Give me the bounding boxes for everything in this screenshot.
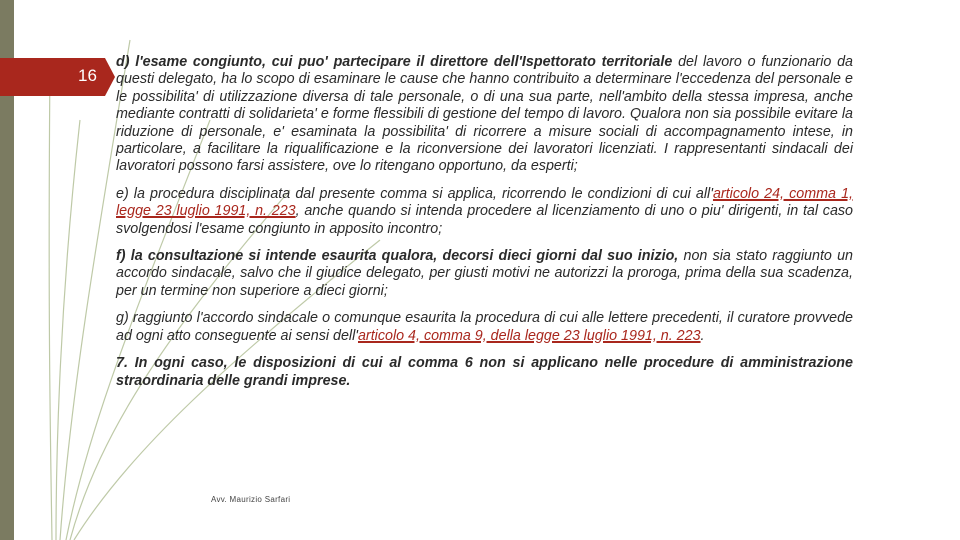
slide-number: 16 [78, 66, 97, 85]
paragraph-f-text: non sia stato raggiunto un accordo sindacale, salvo che il giudice delegato, per giusti motivi ne autorizzi la proroga, prima della sua scadenza, per un termine non superiore a dieci giorni; [116, 248, 853, 299]
paragraph-d [116, 54, 853, 176]
paragraph-d-bold: d) l'esame congiunto, cui puo' partecipare il direttore dell'Ispettorato territoriale [116, 54, 673, 70]
slide-content [116, 54, 853, 400]
paragraph-f-bold: f) la consultazione si intende esaurita qualora, decorsi dieci giorni dal suo inizio, [116, 248, 679, 265]
footer-author: Avv. Maurizio Sarfari [211, 495, 291, 504]
paragraph-f [116, 248, 853, 300]
paragraph-e-before: e) la procedura disciplinata dal presente comma si applica, ricorrendo le condizioni di cui all' [116, 185, 713, 202]
paragraph-g-before: g) raggiunto l'accordo sindacale o comunque esaurita la procedura di cui alle lettere precedenti, il curatore provvede ad ogni atto conseguente ai sensi dell' [116, 310, 853, 344]
paragraph-g [116, 310, 853, 345]
paragraph-7: 7. In ogni caso, le disposizioni di cui al comma 6 non si applicano nelle procedure di amministrazione straordinaria delle grandi imprese. [116, 355, 853, 389]
paragraph-e [116, 186, 853, 238]
paragraph-e-law-link[interactable]: articolo 24, comma 1, legge 23 luglio 1991, n. 223 [116, 185, 853, 220]
paragraph-d-text: del lavoro o funzionario da questi delegato, ha lo scopo di esaminare le cause che hanno contribuito a determinare l'eccedenza del personale e le possibilita' di utilizzazione diversa di tale personale, o di una sua parte, nell'ambito della stessa impresa, anche mediante contratti di solidarieta' e forme flessibili di gestione del tempo di lavoro. Qualora non sia possibile evitare la riduzione di personale, e' esaminata la possibilita' di ricorrere a misure sociali di accompagnamento intese, in particolare, a facilitare la riqualificazione e la riconversione dei lavoratori licenziati. I rappresentanti sindacali dei lavoratori possono farsi assistere, ove lo ritengano opportuno, da esperti; [116, 54, 853, 175]
paragraph-g-law-link[interactable]: articolo 4, comma 9, della legge 23 luglio 1991, n. 223 [357, 327, 701, 344]
paragraph-g-after: . [700, 327, 705, 344]
slide-number-arrow [105, 58, 115, 96]
paragraph-e-after: , anche quando si intenda procedere al licenziamento di uno o piu' dirigenti, in tal caso svolgendosi l'esame congiunto in apposito incontro; [116, 203, 853, 237]
